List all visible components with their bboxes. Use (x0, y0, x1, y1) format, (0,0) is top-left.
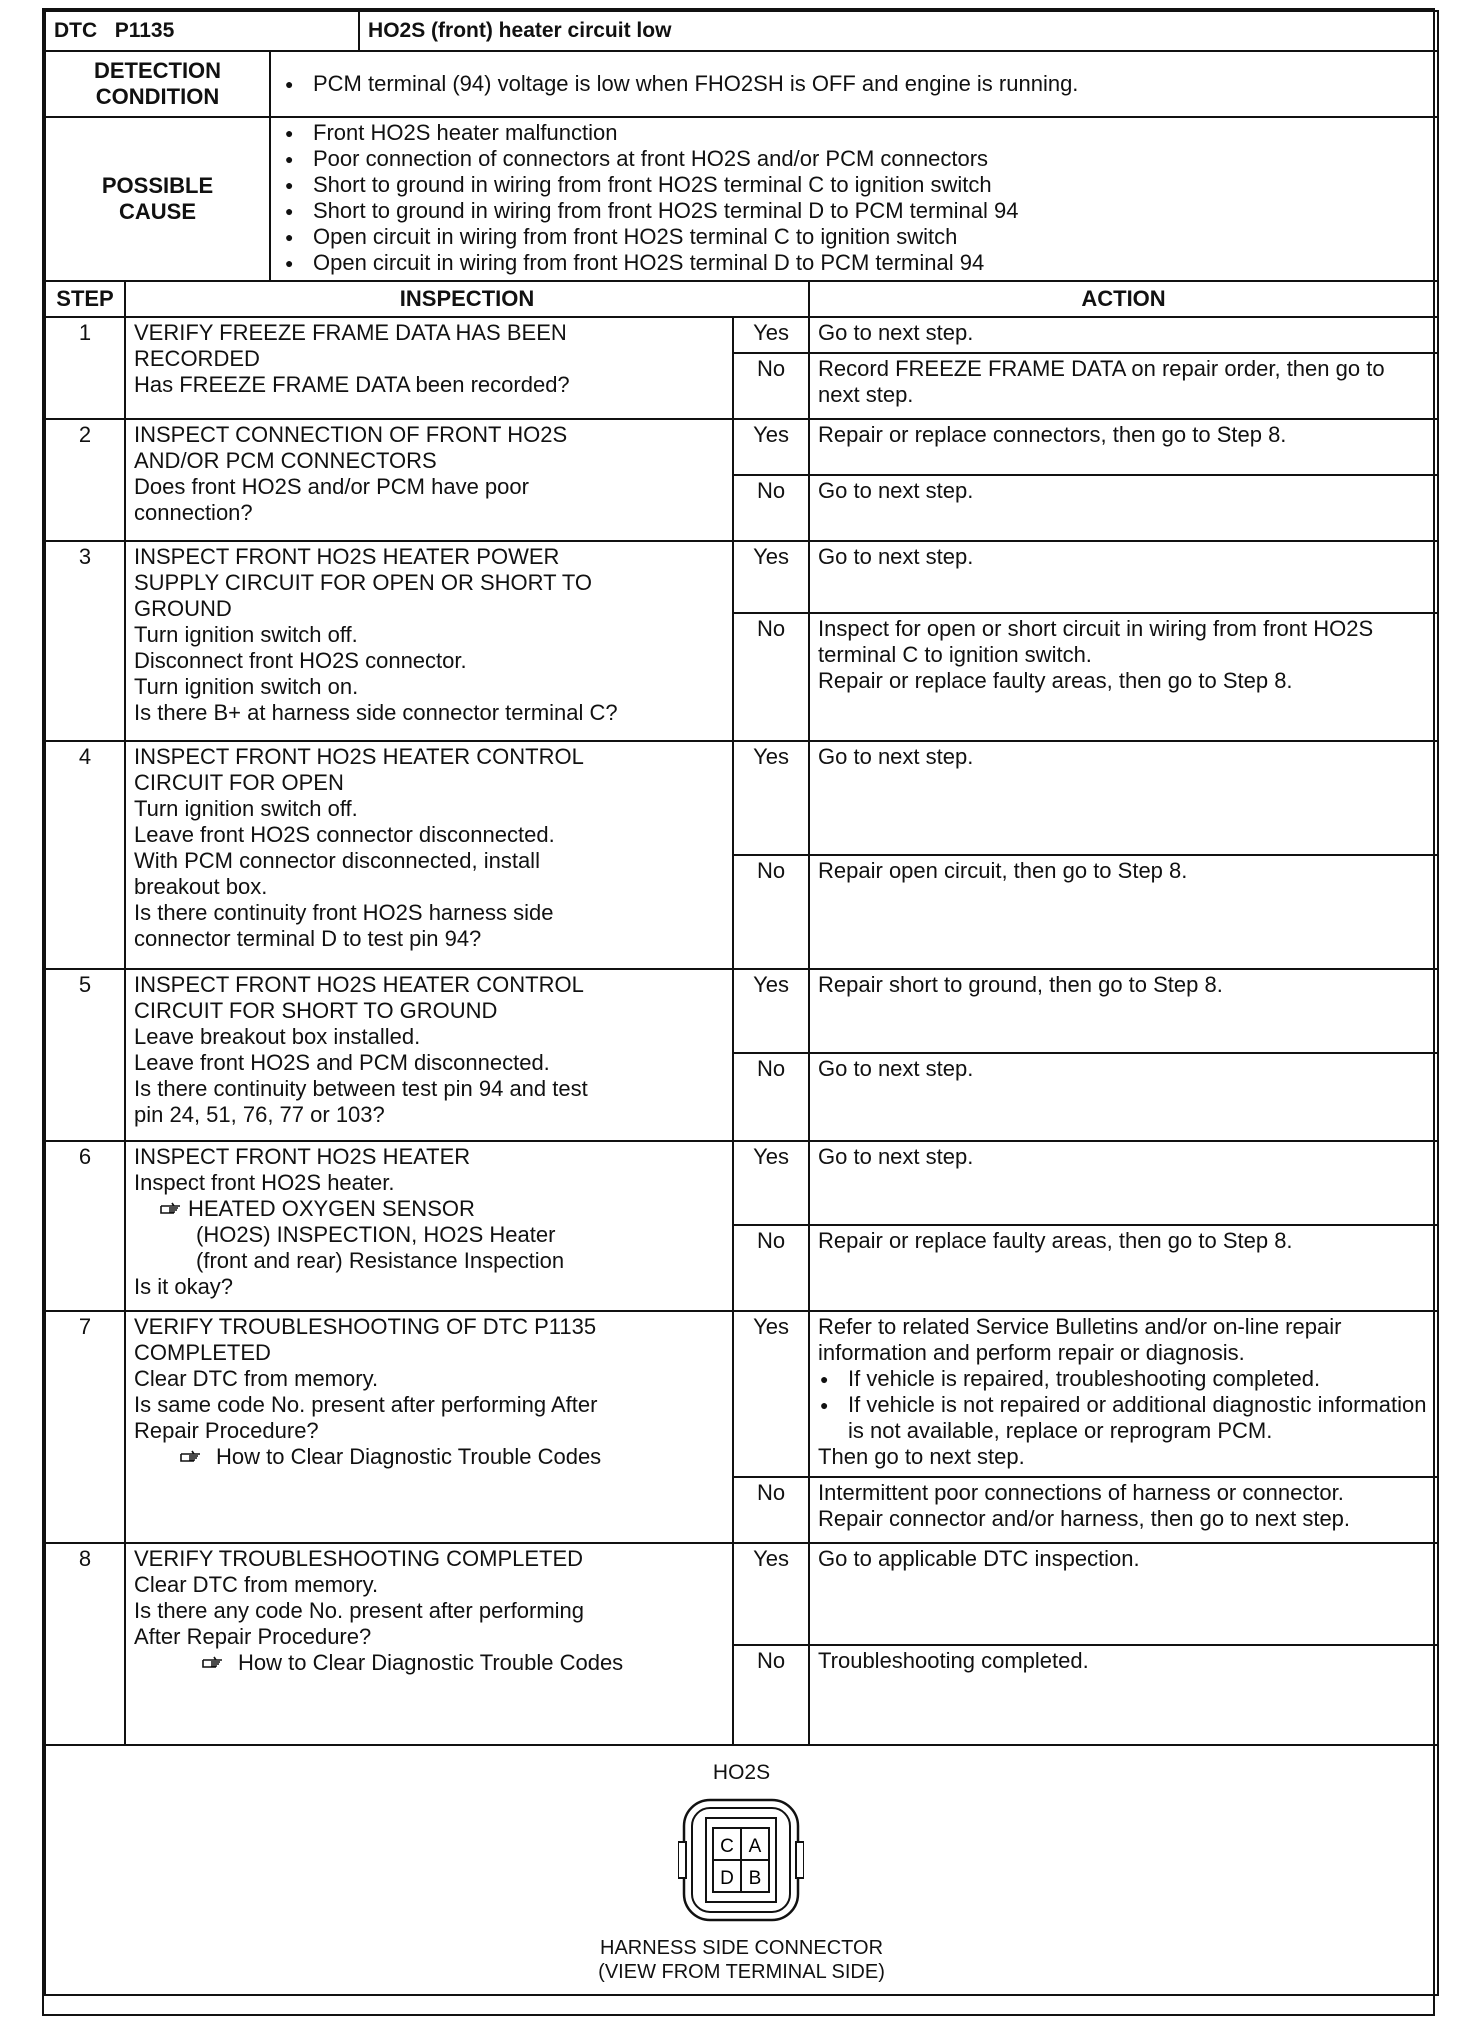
dtc-procedure-sheet (42, 8, 1435, 2016)
no-label: No (733, 1645, 809, 1745)
cause-item: ● Short to ground in wiring from front HO2S terminal C to ignition switch (279, 172, 1429, 198)
column-inspection: INSPECTION (125, 281, 809, 317)
step-number: 5 (45, 969, 125, 1141)
yes-label: Yes (733, 741, 809, 855)
no-label: No (733, 475, 809, 541)
possible-cause-list (270, 117, 1438, 281)
no-action: Troubleshooting completed. (809, 1645, 1438, 1745)
pointing-hand-icon (202, 1650, 238, 1676)
no-action: Intermittent poor connections of harness or connector. Repair connector and/or harness, then go to next step. (809, 1477, 1438, 1543)
yes-action: Go to applicable DTC inspection. (809, 1543, 1438, 1645)
no-label: No (733, 1477, 809, 1543)
detection-label: DETECTION CONDITION (45, 51, 270, 117)
possible-cause-label: POSSIBLE CAUSE (45, 117, 270, 281)
dtc-code: P1135 (114, 19, 175, 42)
pointing-hand-icon (160, 1196, 188, 1222)
connector-figure (46, 1746, 1437, 1994)
yes-label: Yes (733, 317, 809, 353)
step-inspection: INSPECT FRONT HO2S HEATER Inspect front HO2S heater. HEATED OXYGEN SENSOR (HO2S) INSPECTION, HO2S Heater (front and rear) Resistance Inspection Is it okay? (125, 1141, 733, 1311)
terminal-b: B (748, 1868, 762, 1889)
terminal-c: C (720, 1836, 734, 1857)
reference-link: HEATED OXYGEN SENSOR (134, 1196, 724, 1222)
cause-item: ● Open circuit in wiring from front HO2S terminal C to ignition switch (279, 224, 1429, 250)
reference-link: How to Clear Diagnostic Trouble Codes (134, 1444, 724, 1470)
yes-label: Yes (733, 1311, 809, 1477)
no-action: Repair or replace faulty areas, then go to Step 8. (809, 1225, 1438, 1311)
cause-item: ● Open circuit in wiring from front HO2S terminal D to PCM terminal 94 (279, 250, 1429, 276)
no-label: No (733, 1053, 809, 1141)
figure-title: HO2S (712, 1761, 771, 1784)
yes-label: Yes (733, 969, 809, 1053)
dtc-code-cell (45, 11, 359, 51)
step-inspection: VERIFY TROUBLESHOOTING COMPLETED Clear DTC from memory. Is there any code No. present after performing After Repair Procedure? How to Clear Diagnostic Trouble Codes (125, 1543, 733, 1745)
figure-caption: HARNESS SIDE CONNECTOR (VIEW FROM TERMINAL SIDE) (598, 1937, 885, 1983)
step-number: 3 (45, 541, 125, 741)
step-inspection: INSPECT FRONT HO2S HEATER CONTROL CIRCUIT FOR SHORT TO GROUND Leave breakout box installed. Leave front HO2S and PCM disconnected. Is there continuity between test pin 94 and test pin 24, 51, 76, 77 or 103? (125, 969, 733, 1141)
detection-text: ● PCM terminal (94) voltage is low when FHO2SH is OFF and engine is running. (279, 71, 1429, 97)
no-label: No (733, 1225, 809, 1311)
step-number: 1 (45, 317, 125, 419)
yes-action: Repair short to ground, then go to Step 8. (809, 969, 1438, 1053)
terminal-a: A (748, 1836, 762, 1857)
yes-action: Go to next step. (809, 317, 1438, 353)
yes-label: Yes (733, 1141, 809, 1225)
no-action: Go to next step. (809, 1053, 1438, 1141)
yes-action: Refer to related Service Bulletins and/or on-line repair information and perform repair or diagnosis. ● If vehicle is repaired, troubleshooting completed. ● If vehicle is not repaired or additional diagnostic information is not available, replace or reprogram PCM. Then go to next step. (809, 1311, 1438, 1477)
cause-item: ● Poor connection of connectors at front HO2S and/or PCM connectors (279, 146, 1429, 172)
detection-condition (270, 51, 1438, 117)
dtc-label: DTC (54, 19, 98, 42)
cause-item: ● Short to ground in wiring from front HO2S terminal D to PCM terminal 94 (279, 198, 1429, 224)
step-number: 7 (45, 1311, 125, 1543)
yes-action: Go to next step. (809, 1141, 1438, 1225)
no-action: Repair open circuit, then go to Step 8. (809, 855, 1438, 969)
column-action: ACTION (809, 281, 1438, 317)
yes-action: Go to next step. (809, 741, 1438, 855)
step-number: 8 (45, 1543, 125, 1745)
no-action: Inspect for open or short circuit in wiring from front HO2S terminal C to ignition switch. Repair or replace faulty areas, then go to Step 8. (809, 613, 1438, 741)
yes-action: Go to next step. (809, 541, 1438, 613)
column-step: STEP (45, 281, 125, 317)
step-number: 6 (45, 1141, 125, 1311)
yes-label: Yes (733, 1543, 809, 1645)
no-label: No (733, 353, 809, 419)
step-inspection: INSPECT FRONT HO2S HEATER CONTROL CIRCUIT FOR OPEN Turn ignition switch off. Leave front HO2S connector disconnected. With PCM connector disconnected, install breakout box. Is there continuity front HO2S harness side connector terminal D to test pin 94? (125, 741, 733, 969)
step-inspection: VERIFY FREEZE FRAME DATA HAS BEEN RECORDED Has FREEZE FRAME DATA been recorded? (125, 317, 733, 419)
step-inspection: VERIFY TROUBLESHOOTING OF DTC P1135 COMPLETED Clear DTC from memory. Is same code No. present after performing After Repair Procedure? How to Clear Diagnostic Trouble Codes (125, 1311, 733, 1543)
step-number: 2 (45, 419, 125, 541)
cause-item: ● Front HO2S heater malfunction (279, 120, 1429, 146)
dtc-table (44, 10, 1439, 1996)
pointing-hand-icon (180, 1444, 216, 1470)
step-number: 4 (45, 741, 125, 969)
yes-label: Yes (733, 541, 809, 613)
no-action: Record FREEZE FRAME DATA on repair order, then go to next step. (809, 353, 1438, 419)
no-label: No (733, 855, 809, 969)
dtc-title: HO2S (front) heater circuit low (359, 11, 1438, 51)
step-inspection: INSPECT CONNECTION OF FRONT HO2S AND/OR PCM CONNECTORS Does front HO2S and/or PCM have poor connection? (125, 419, 733, 541)
yes-action: Repair or replace connectors, then go to Step 8. (809, 419, 1438, 475)
reference-link: How to Clear Diagnostic Trouble Codes (134, 1650, 724, 1676)
yes-label: Yes (733, 419, 809, 475)
no-action: Go to next step. (809, 475, 1438, 541)
ho2s-connector-diagram (678, 1796, 804, 1926)
no-label: No (733, 613, 809, 741)
connector-figure-cell (45, 1745, 1438, 1995)
step-inspection: INSPECT FRONT HO2S HEATER POWER SUPPLY CIRCUIT FOR OPEN OR SHORT TO GROUND Turn ignition switch off. Disconnect front HO2S connector. Turn ignition switch on. Is there B+ at harness side connector terminal C? (125, 541, 733, 741)
terminal-d: D (720, 1868, 734, 1889)
